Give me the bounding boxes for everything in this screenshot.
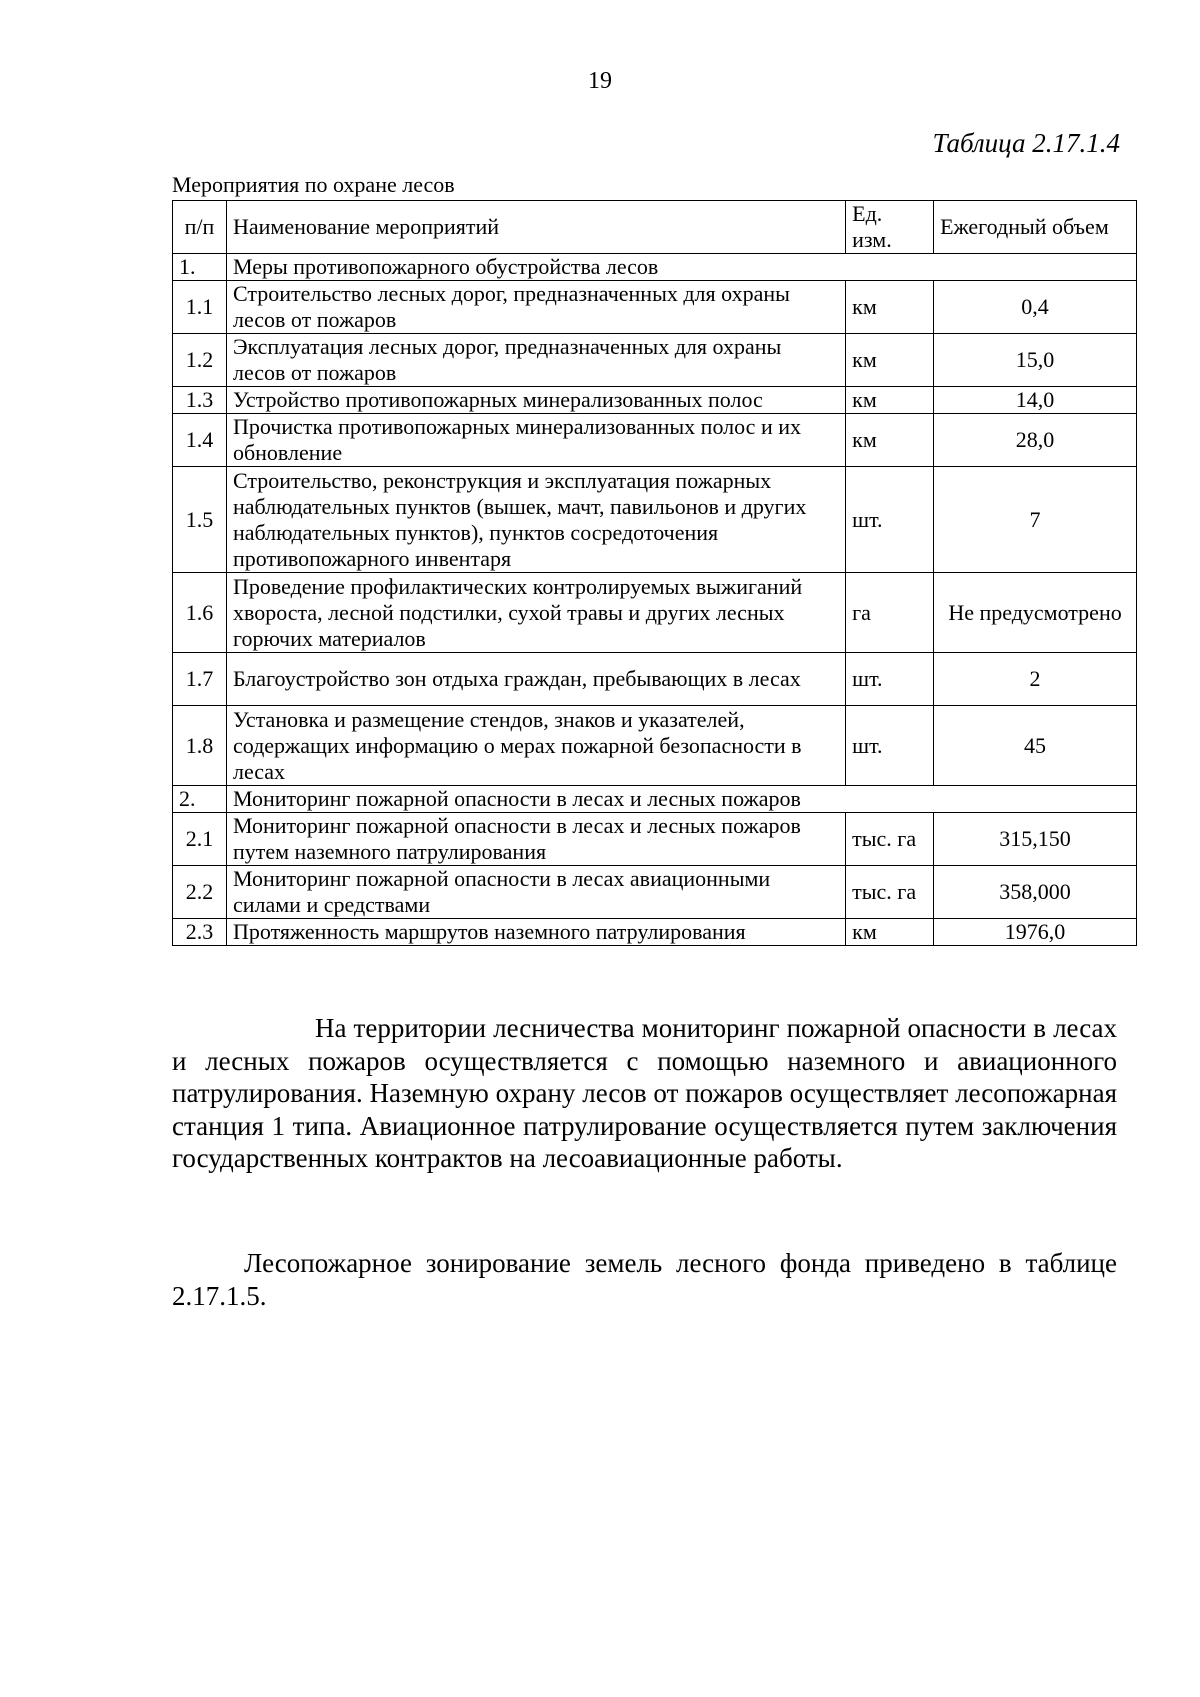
paragraph-monitoring: На территории лесничества мониторинг пожарной опасности в лесах и лесных пожаров осуществляется с помощью наземного и авиационного патрулирования. Наземную охрану лесов от пожаров осуществляет лесопожарная станция 1 типа. Авиационное патрулирование осуществляется путем заключения государственных контрактов на лесоавиационные работы.: [172, 1013, 1117, 1173]
measure-name: Мониторинг пожарной опасности в лесах авиационными силами и средствами: [226, 866, 845, 919]
measure-name: Строительство, реконструкция и эксплуатация пожарных наблюдательных пунктов (вышек, мачт, павильонов и других наблюдательных пунктов), пунктов сосредоточения противопожарного инвентаря: [226, 467, 845, 573]
section-title: Меры противопожарного обустройства лесов: [226, 254, 1136, 281]
annual-volume: Не предусмотрено: [934, 573, 1137, 653]
annual-volume: 45: [934, 706, 1137, 786]
annual-volume: 315,150: [934, 813, 1137, 866]
table-row: [173, 467, 1137, 573]
measures-table: [172, 200, 1137, 946]
measure-unit: км: [846, 281, 934, 334]
row-number: 1.5: [173, 467, 227, 573]
measure-name: Проведение профилактических контролируемых выжиганий хвороста, лесной подстилки, сухой травы и других лесных горючих материалов: [226, 573, 845, 653]
measure-unit: тыс. га: [846, 813, 934, 866]
measure-unit: шт.: [846, 467, 934, 573]
annual-volume: 0,4: [934, 281, 1137, 334]
annual-volume: 1976,0: [934, 919, 1137, 946]
row-number: 1.1: [173, 281, 227, 334]
row-number: 2.1: [173, 813, 227, 866]
annual-volume: 28,0: [934, 414, 1137, 467]
header-volume: Ежегодный объем: [934, 201, 1137, 254]
table-caption: Таблица 2.17.1.4: [932, 128, 1120, 158]
table-title: Мероприятия по охране лесов: [172, 172, 455, 197]
measure-name: Строительство лесных дорог, предназначенных для охраны лесов от пожаров: [226, 281, 845, 334]
annual-volume: 15,0: [934, 334, 1137, 387]
table-row: [173, 573, 1137, 653]
row-number: 1.8: [173, 706, 227, 786]
row-number: 1.7: [173, 653, 227, 706]
annual-volume: 14,0: [934, 387, 1137, 414]
measure-unit: км: [846, 334, 934, 387]
row-number: 2.2: [173, 866, 227, 919]
header-unit: Ед. изм.: [846, 201, 934, 254]
measure-unit: шт.: [846, 653, 934, 706]
section-number: 2.: [173, 786, 227, 813]
row-number: 1.4: [173, 414, 227, 467]
section-title: Мониторинг пожарной опасности в лесах и лесных пожаров: [226, 786, 1136, 813]
measure-name: Установка и размещение стендов, знаков и указателей, содержащих информацию о мерах пожарной безопасности в лесах: [226, 706, 845, 786]
annual-volume: 2: [934, 653, 1137, 706]
table-section-row: [173, 254, 1137, 281]
table-header-row: [173, 201, 1137, 254]
table-row: [173, 813, 1137, 866]
table-row: [173, 414, 1137, 467]
row-number: 1.3: [173, 387, 227, 414]
annual-volume: 358,000: [934, 866, 1137, 919]
section-number: 1.: [173, 254, 227, 281]
row-number: 2.3: [173, 919, 227, 946]
table-row: [173, 334, 1137, 387]
table-row: [173, 387, 1137, 414]
table-row: [173, 653, 1137, 706]
table-body: [173, 254, 1137, 946]
table-row: [173, 706, 1137, 786]
table-row: [173, 866, 1137, 919]
measure-name: Мониторинг пожарной опасности в лесах и лесных пожаров путем наземного патрулирования: [226, 813, 845, 866]
measure-unit: тыс. га: [846, 866, 934, 919]
measure-name: Эксплуатация лесных дорог, предназначенных для охраны лесов от пожаров: [226, 334, 845, 387]
table-row: [173, 919, 1137, 946]
measure-name: Протяженность маршрутов наземного патрулирования: [226, 919, 845, 946]
table-section-row: [173, 786, 1137, 813]
row-number: 1.2: [173, 334, 227, 387]
measure-unit: км: [846, 414, 934, 467]
table-row: [173, 281, 1137, 334]
paragraph-zoning: Лесопожарное зонирование земель лесного фонда приведено в таблице 2.17.1.5.: [172, 1248, 1117, 1311]
header-num: п/п: [173, 201, 227, 254]
measure-name: Прочистка противопожарных минерализованных полос и их обновление: [226, 414, 845, 467]
measure-unit: км: [846, 919, 934, 946]
row-number: 1.6: [173, 573, 227, 653]
header-name: Наименование мероприятий: [226, 201, 845, 254]
measure-name: Благоустройство зон отдыха граждан, пребывающих в лесах: [226, 653, 845, 706]
measure-unit: га: [846, 573, 934, 653]
measure-unit: шт.: [846, 706, 934, 786]
measure-unit: км: [846, 387, 934, 414]
page-number: 19: [588, 68, 612, 94]
measure-name: Устройство противопожарных минерализованных полос: [226, 387, 845, 414]
annual-volume: 7: [934, 467, 1137, 573]
